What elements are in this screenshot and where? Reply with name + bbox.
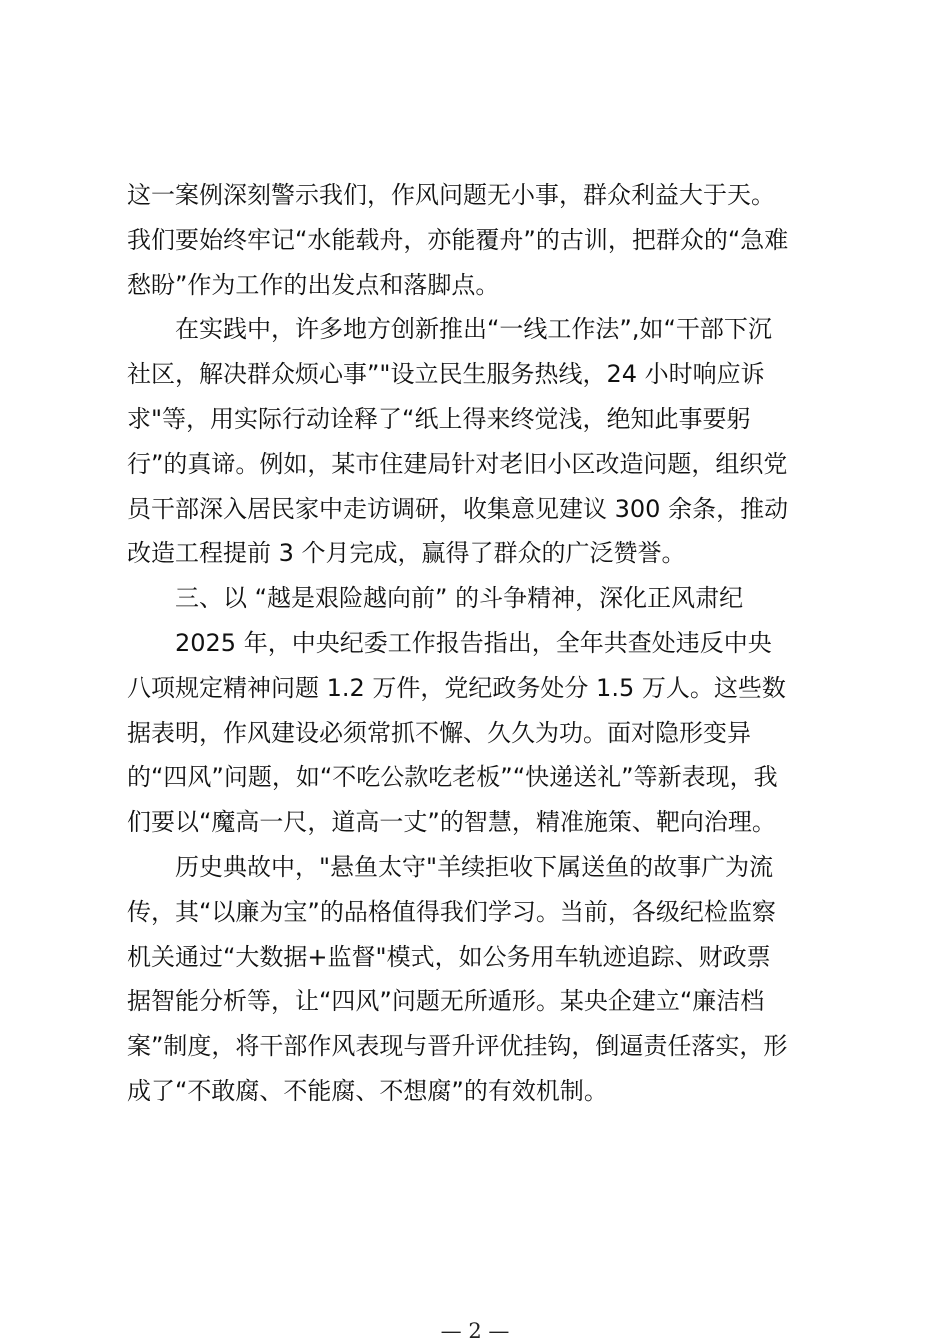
body-text [127,173,832,1114]
text-line: 传，其“以廉为宝”的品格值得我们学习。当前，各级纪检监察 [127,897,776,926]
text-line: 行”的真谛。例如，某市住建局针对老旧小区改造问题，组织党 [127,449,788,478]
text-line: 历史典故中，"悬鱼太守"羊续拒收下属送鱼的故事广为流 [127,852,774,881]
page-number: — 2 — [440,1319,510,1343]
text-line: 成了“不敢腐、不能腐、不想腐”的有效机制。 [127,1076,608,1105]
text-line: 求"等，用实际行动诠释了“纸上得来终觉浅，绝知此事要躬 [127,404,751,433]
text-line: 这一案例深刻警示我们，作风问题无小事，群众利益大于天。 [127,181,775,209]
text-line: 的“四风”问题，如“不吃公款吃老板”“快递送礼”等新表现，我 [127,763,778,792]
section-heading: 三、以 “越是艰险越向前” 的斗争精神，深化正风肃纪 [127,584,744,613]
text-line: 员干部深入居民家中走访调研，收集意见建议 300 余条，推动 [127,494,789,523]
text-line: 们要以“魔高一尺，道高一丈”的智慧，精准施策、靶向治理。 [127,808,776,837]
text-line: 改造工程提前 3 个月完成，赢得了群众的广泛赞誉。 [127,539,686,568]
text-line: 案”制度，将干部作风表现与晋升评优挂钩，倒逼责任落实，形 [127,1032,788,1061]
text-line: 据表明，作风建设必须常抓不懈、久久为功。面对隐形变异 [127,718,751,747]
text-line: 八项规定精神问题 1.2 万件，党纪政务处分 1.5 万人。这些数 [127,673,786,702]
text-line: 据智能分析等，让“四风”问题无所遁形。某央企建立“廉洁档 [127,987,765,1016]
text-line: 我们要始终牢记“水能载舟，亦能覆舟”的古训，把群众的“急难 [127,225,789,254]
text-line: 社区，解决群众烦心事”"设立民生服务热线，24 小时响应诉 [127,360,765,389]
text-line: 在实践中，许多地方创新推出“一线工作法”,如“干部下沉 [127,315,772,344]
text-line: 机关通过“大数据+监督"模式，如公务用车轨迹追踪、财政票 [127,942,771,971]
text-line: 2025 年，中央纪委工作报告指出，全年共查处违反中央 [127,628,772,657]
text-line: 愁盼”作为工作的出发点和落脚点。 [127,270,500,299]
